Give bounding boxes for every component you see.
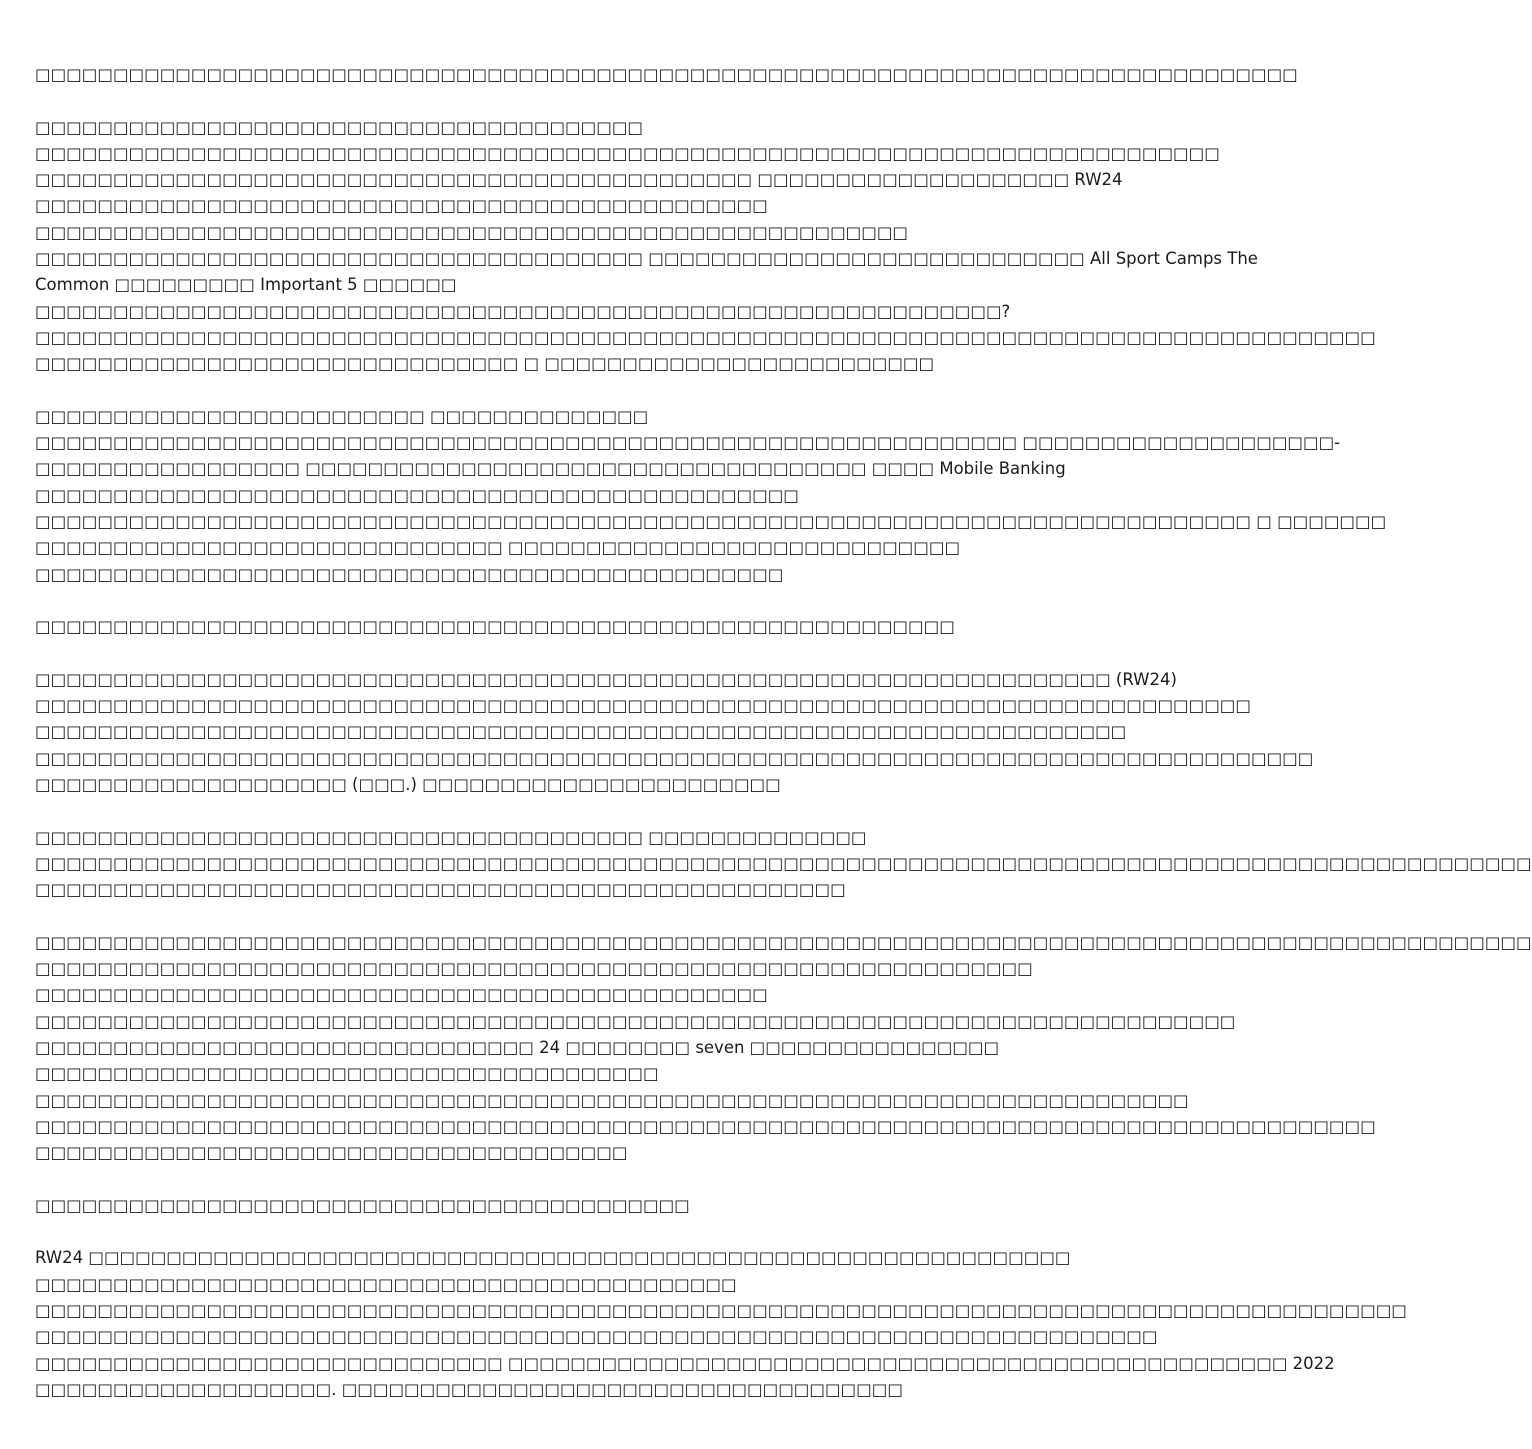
text-line: □□□□□□□□□□□□□□□□□□□□□□□□□□□□□□□□□□□□□□□□□□□□□□ □□□□□□□□□□□□□□□□□□□□ RW24 — [35, 170, 1123, 190]
paragraph — [35, 115, 1376, 378]
text-line: □□□□□□□□□□□□□□□□□□□□□□□□□□□□□□□□□□□□□□□□□□□□□□□□□□□□□□□□□□□□□□□□□□□□□ (RW24) — [35, 669, 1177, 689]
text-line: □□□□□□□□□□□□□□□□□□□□□□□□□□□□□□□□□□□□□□□□□□□□□□□□□□□□□□□□□□□□□□□□□□□□□□□□ — [35, 1327, 1158, 1347]
text-line: □□□□□□□□□□□□□□□□□□□□□□□□□□□□□□□□□□□□□□□ □□□□□□□□□□□□□□□□□□□□□□□□□□□□ All Sport Camps The — [35, 249, 1258, 269]
paragraph — [35, 930, 1532, 1167]
text-line: □□□□□□□□□□□□□□□□□□□□□□□□□□□□□□□□□□□□□□□□□□□□□□□□□□□□□□□□□□□□□□□□□□□□□□□□□□□□□ — [35, 1011, 1236, 1031]
text-line: □□□□□□□□□□□□□□□□□□□□□□□□□□□□□□□□□□□□□□□□□□□□□□□□□□□□□□□□□□□□□□□ □□□□□□□□□□□□□□□□□□□□- — [35, 433, 1341, 453]
paragraph — [35, 614, 985, 640]
text-line: □□□□□□□□□□□□□□□□□□□□□□□□□□□□□□□□□□□□□□□□□□□□□□□□□□□□□□□□□□□□□□? — [35, 301, 1011, 321]
text-line: □□□□□□□□□□□□□□□□□□□□□□□□□□□□□□□□□□□□□□□□□□□□□□□□□□□□□□□□□□□□□□□□□□□□□□□□□□□□□□□□□□□□□□ — [35, 1116, 1376, 1136]
text-line: □□□□□□□□□□□□□□□□□□□□□□□□□□□□□□□□□□□□□□□□□□ — [35, 1195, 690, 1215]
text-line: □□□□□□□□□□□□□□□□□□□□□□□□□ □□□□□□□□□□□□□□ — [35, 406, 649, 426]
text-line: □□□□□□□□□□□□□□□□□□□□□□□□□□□□□□□□□□□□□□□□□□□□□□□□□□□□□□□□□□□□□□□□□□□□□□□□□□□□□□ □ □□□□□□□ — [35, 512, 1387, 532]
document-body — [35, 62, 1532, 1403]
text-line: □□□□□□□□□□□□□□□□□□□□□□□□□□□□□□□□□□□□□□□ — [35, 117, 643, 137]
text-line: □□□□□□□□□□□□□□□□□□□□□□□□□□□□□□□□□□□□□□□□□□□□□□□□□□□□□□□□□□□□□□□□□□□□□□□□□□ — [35, 1090, 1189, 1110]
paragraph — [35, 1193, 985, 1219]
text-line: □□□□□□□□□□□□□□□□□□□□□□□□□□□□□□□□□□□□□□□□□□□□□□□□□□□□□□□□□□□□□□□□□□□□□□□□□□□□□□□□□□□□□□□□□□□□□□□□ — [35, 932, 1532, 952]
paragraph — [35, 667, 1314, 798]
text-line: □□□□□□□□□□□□□□□□□□□□□□□□□□□□□□□□□□□□□□□□□□□□□□□□□□□□□□□□□□□□□□□□□□□□□□□□□□□□□□□□□□□□□□□□ — [35, 1300, 1407, 1320]
text-line: □□□□□□□□□□□□□□□□□□□□□□□□□□□□□□□□□□□□□□□□□□□□□□□□□□□□ — [35, 880, 846, 900]
text-line: □□□□□□□□□□□□□□□□□□□□□□□□□□□□□□□□□□□□□□□□□□□□□□□ — [35, 985, 768, 1005]
text-line: □□□□□□□□□□□□□□□□□□□□□□□□□□□□□□□□□□□□□□□□□□□□□□□□□□□□□□□□□□□ — [35, 617, 955, 637]
text-line: □□□□□□□□□□□□□□□□□□□□□□□□□□□□□□ □□□□□□□□□□□□□□□□□□□□□□□□□□□□□ — [35, 538, 961, 558]
text-line: □□□□□□□□□□□□□□□□□□□□□□□□□□□□□□□□□□□□□□ — [35, 1143, 628, 1163]
text-line: □□□□□□□□□□□□□□□□□□□□□□□□□□□□□□□□□□□□□□□□□□□□□□□□□□□□□□□□ — [35, 222, 909, 242]
text-line: Common □□□□□□□□□ Important 5 □□□□□□ — [35, 275, 457, 295]
paragraph — [35, 1245, 1407, 1403]
text-line: □□□□□□□□□□□□□□□□□□□□□□□□□□□□□□□□□□□□□□□□□□□□□□□□ — [35, 564, 784, 584]
text-line: □□□□□□□□□□□□□□□□□□□□□□□□□□□□□□□ □ □□□□□□□□□□□□□□□□□□□□□□□□□ — [35, 354, 935, 374]
text-line: □□□□□□□□□□□□□□□□□□□□□□□□□□□□□□□□□□□□□□□□□□□□□□□□□□□□□□□□□□□□□□□□□□□□□□□□□□□□□□□□□□□□□□ — [35, 327, 1376, 347]
text-line: □□□□□□□□□□□□□□□□□□□□□□□□□□□□□□ □□□□□□□□□□□□□□□□□□□□□□□□□□□□□□□□□□□□□□□□□□□□□□□□□□ 2022 — [35, 1353, 1335, 1373]
text-line: □□□□□□□□□□□□□□□□□□□□□□□□□□□□□□□□□□□□□□□□□□□□□□□□□□□□□□□□□□□□□□□□□□□□□□□□□□□□□□□□□□ — [35, 748, 1314, 768]
paragraph — [35, 404, 1387, 588]
text-line: RW24 □□□□□□□□□□□□□□□□□□□□□□□□□□□□□□□□□□□□□□□□□□□□□□□□□□□□□□□□□□□□□□□ — [35, 1248, 1071, 1268]
text-line: □□□□□□□□□□□□□□□□□□□□□□□□□□□□□□□□□□□□□□□□□□□□□□□□□□□□□□□□□□□□□□□□□□□□□□□□□□□□ — [35, 143, 1220, 163]
text-line: □□□□□□□□□□□□□□□□□□□□□□□□□□□□□□□□□□□□□□□□□□□□□□□□□ — [35, 485, 799, 505]
text-line: □□□□□□□□□□□□□□□□□□□□□□□□□□□□□□□□□□□□□□□□□□□□□□□□□□□□□□□□□□□□□□□□□□□□□□ — [35, 722, 1127, 742]
paragraph — [35, 825, 1532, 904]
text-line: □□□□□□□□□□□□□□□□□□□□□□□□□□□□□□□□ 24 □□□□□□□□ seven □□□□□□□□□□□□□□□□ — [35, 1037, 1000, 1057]
paragraph — [35, 62, 1298, 88]
text-line: □□□□□□□□□□□□□□□□□□□□□□□□□□□□□□□□□□□□□□□□□□□□□□□□□□□□□□□□□□□□□□□□ — [35, 959, 1033, 979]
text-line: □□□□□□□□□□□□□□□□□□□. □□□□□□□□□□□□□□□□□□□□□□□□□□□□□□□□□□□□ — [35, 1379, 903, 1399]
text-line: □□□□□□□□□□□□□□□□□ □□□□□□□□□□□□□□□□□□□□□□□□□□□□□□□□□□□□ □□□□ Mobile Banking — [35, 459, 1066, 479]
text-line: □□□□□□□□□□□□□□□□□□□□ (□□□.) □□□□□□□□□□□□□□□□□□□□□□□ — [35, 775, 781, 795]
text-line: □□□□□□□□□□□□□□□□□□□□□□□□□□□□□□□□□□□□□□□□□□□□□□□□□□□□□□□□□□□□□□□□□□□□□□□□□□□□□□ — [35, 696, 1251, 716]
text-line: □□□□□□□□□□□□□□□□□□□□□□□□□□□□□□□□□□□□□□□□ — [35, 1064, 659, 1084]
text-line: □□□□□□□□□□□□□□□□□□□□□□□□□□□□□□□□□□□□□□□□□□□□□ — [35, 1274, 737, 1294]
text-line: □□□□□□□□□□□□□□□□□□□□□□□□□□□□□□□□□□□□□□□ □□□□□□□□□□□□□□ — [35, 827, 867, 847]
text-line: □□□□□□□□□□□□□□□□□□□□□□□□□□□□□□□□□□□□□□□□□□□□□□□ — [35, 196, 768, 216]
text-line: □□□□□□□□□□□□□□□□□□□□□□□□□□□□□□□□□□□□□□□□□□□□□□□□□□□□□□□□□□□□□□□□□□□□□□□□□□□□□□□□□ — [35, 65, 1298, 84]
text-line: □□□□□□□□□□□□□□□□□□□□□□□□□□□□□□□□□□□□□□□□□□□□□□□□□□□□□□□□□□□□□□□□□□□□□□□□□□□□□□□□□□□□□□□□□□□□□□□□ — [35, 853, 1532, 873]
